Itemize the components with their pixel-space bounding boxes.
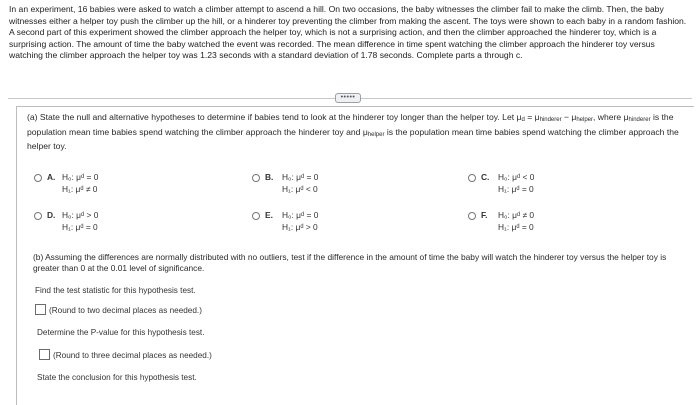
option-e-h1: H₁: μᵈ > 0	[282, 222, 318, 232]
option-d[interactable]	[34, 210, 214, 236]
radio-c[interactable]	[468, 174, 476, 182]
part-b-prompt: (b) Assuming the differences are normally distributed with no outliers, test if the difference in the amount of time the baby will watch the hinderer toy versus the helper toy is greater than 0 at the 0.01 level of significance.	[33, 252, 667, 273]
radio-d[interactable]	[34, 212, 42, 220]
p-value-input[interactable]	[39, 349, 50, 360]
option-d-h0: H₀: μᵈ > 0	[62, 210, 99, 220]
expand-button[interactable]	[335, 93, 361, 103]
option-e-letter: E.	[265, 210, 273, 220]
option-d-h1: H₁: μᵈ = 0	[62, 222, 98, 232]
option-b[interactable]	[252, 172, 432, 198]
p-value-hint: (Round to three decimal places as needed.)	[53, 351, 212, 360]
option-f-letter: F.	[481, 210, 488, 220]
part-a-text-4: is the population mean time babies spend watching the climber approach the helper toy.	[27, 126, 679, 152]
option-f[interactable]	[468, 210, 648, 236]
radio-a[interactable]	[34, 174, 42, 182]
find-test-statistic-label: Find the test statistic for this hypothesis test.	[35, 286, 196, 295]
more-dots-icon: •••••	[340, 94, 356, 101]
option-e-h0: H₀: μᵈ = 0	[282, 210, 319, 220]
conclusion-label: State the conclusion for this hypothesis test.	[37, 373, 197, 382]
part-a-text-3: is the population mean time babies spend watching the climber approach the hinderer toy and μ	[27, 112, 674, 137]
problem-statement: In an experiment, 16 babies were asked to watch a climber attempt to ascend a hill. On two occasions, the baby witnesses the climber fail to make the climb. Then, the baby witnesses either a helper toy push the climber up the hill, or a hinderer toy preventing the climber from making the ascent. The toys were shown to each baby in a random fashion. A second part of this experiment showed the climber approach the helper toy, which is not a surprising action, and then the climber approached the hinderer toy, which is a surprising action. The amount of time the baby watched the event was recorded. The mean difference in time spent watching the climber approach the hinderer toy versus watching the climber approach the helper toy was 1.23 seconds with a standard deviation of 1.78 seconds. Complete parts a through c.	[9, 4, 687, 61]
test-statistic-input[interactable]	[35, 304, 46, 315]
option-a-letter: A.	[47, 172, 56, 182]
option-c[interactable]	[468, 172, 648, 198]
option-a[interactable]	[34, 172, 214, 198]
option-c-h1: H₁: μᵈ = 0	[498, 184, 534, 194]
sub-helper: helper	[576, 117, 594, 123]
part-a-prompt	[27, 112, 687, 153]
sub-hinderer-2: hinderer	[628, 117, 651, 123]
option-c-letter: C.	[481, 172, 490, 182]
option-d-letter: D.	[47, 210, 56, 220]
find-p-value-label: Determine the P-value for this hypothesis test.	[37, 328, 205, 337]
option-f-h0: H₀: μᵈ ≠ 0	[498, 210, 535, 220]
option-e[interactable]	[252, 210, 432, 236]
part-a-eq: = μ	[524, 112, 540, 122]
option-c-h0: H₀: μᵈ < 0	[498, 172, 535, 182]
radio-f[interactable]	[468, 212, 476, 220]
sub-helper-2: helper	[367, 131, 385, 138]
option-b-h0: H₀: μᵈ = 0	[282, 172, 319, 182]
part-a-text-1: (a) State the null and alternative hypotheses to determine if babies tend to look at the hinderer toy longer than the helper toy. Let μ	[27, 112, 522, 122]
option-a-h0: H₀: μᵈ = 0	[62, 172, 99, 182]
test-statistic-hint: (Round to two decimal places as needed.)	[49, 306, 202, 315]
sub-d: d	[521, 117, 525, 123]
option-b-h1: H₁: μᵈ < 0	[282, 184, 318, 194]
radio-e[interactable]	[252, 212, 260, 220]
sub-hinderer: hinderer	[539, 117, 562, 123]
option-a-h1: H₁: μᵈ ≠ 0	[62, 184, 98, 194]
option-f-h1: H₁: μᵈ = 0	[498, 222, 534, 232]
part-a-minus: − μ	[561, 112, 577, 122]
option-b-letter: B.	[265, 172, 274, 182]
radio-b[interactable]	[252, 174, 260, 182]
part-a-text-2: , where μ	[593, 112, 629, 122]
